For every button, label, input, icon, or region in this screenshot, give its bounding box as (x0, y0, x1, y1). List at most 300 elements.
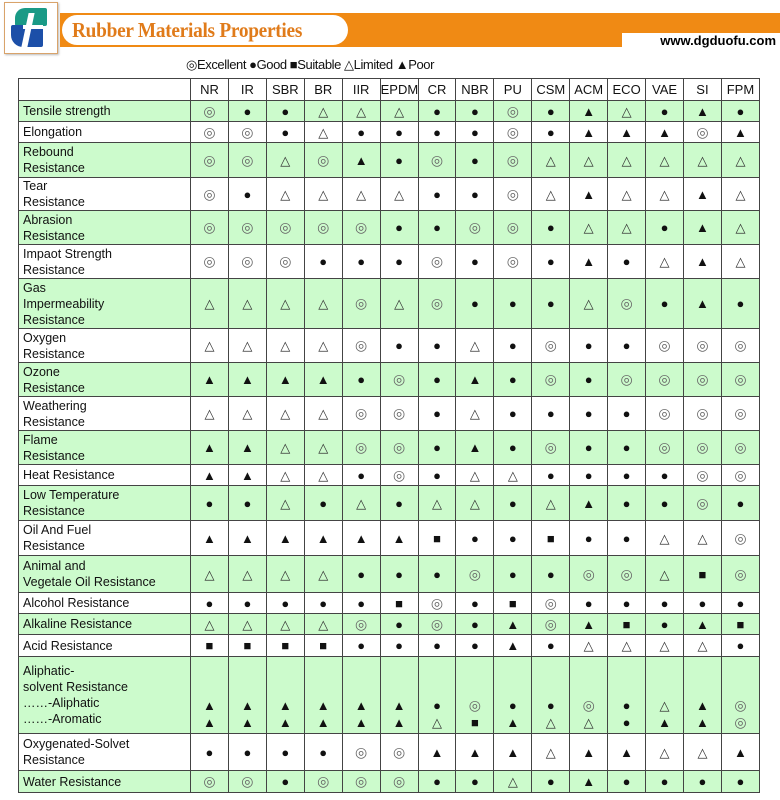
rating-symbol: ● (470, 124, 479, 140)
column-header-acm: ACM (570, 79, 608, 101)
rating-symbol: ▲ (696, 186, 709, 202)
rating-cell-br (304, 211, 342, 245)
rating-symbol: ◎ (317, 151, 330, 168)
rating-symbol: ● (357, 638, 366, 653)
column-header-cr: CR (418, 79, 456, 101)
rating-cell-csm (532, 614, 570, 635)
legend-symbol-limited: △ (344, 57, 354, 72)
rating-cell-vae (646, 521, 684, 556)
rating-cell-ir (228, 771, 266, 793)
rating-symbol-aromatic: ● (622, 715, 631, 730)
rating-cell-fpm (721, 178, 759, 211)
rating-cell-cr (418, 614, 456, 635)
rating-cell-nbr (456, 329, 494, 363)
rating-cell-cr (418, 178, 456, 211)
rating-symbol: ◎ (241, 123, 254, 140)
rating-cell-br (304, 122, 342, 143)
table-row (19, 279, 760, 329)
company-logo (4, 2, 58, 54)
rating-symbol: ▲ (582, 744, 596, 760)
rating-symbol: ◎ (355, 743, 368, 760)
rating-cell-ir (228, 556, 266, 593)
rating-cell-nr (191, 556, 229, 593)
rating-symbol: ● (736, 774, 745, 789)
rating-symbol: △ (469, 406, 480, 421)
rating-cell-eco (608, 556, 646, 593)
rating-symbol: ● (698, 774, 707, 789)
rating-cell-cr (418, 771, 456, 793)
rating-symbol: ◎ (355, 219, 368, 235)
rating-symbol: △ (242, 566, 253, 582)
rating-symbol: △ (659, 186, 670, 202)
rating-symbol: △ (545, 744, 556, 760)
rating-cell-fpm (721, 657, 759, 734)
rating-cell-iir (342, 245, 380, 279)
rating-cell-fpm (721, 279, 759, 329)
rating-symbol: △ (204, 566, 215, 582)
rating-symbol: ● (470, 530, 479, 546)
rating-symbol: ■ (205, 638, 214, 653)
rating-cell-cr (418, 657, 456, 734)
rating-cell-fpm (721, 614, 759, 635)
rating-cell-si (683, 614, 721, 635)
rating-cell-ir (228, 635, 266, 657)
rating-symbol: ◎ (696, 466, 709, 483)
rating-symbol: ◎ (355, 615, 368, 632)
rating-symbol: ◎ (430, 295, 444, 311)
rating-cell-vae (646, 101, 684, 122)
table-row (19, 211, 760, 245)
rating-symbol: ● (622, 530, 631, 546)
table-row (19, 734, 760, 771)
row-label: Low Temperature Resistance (19, 486, 191, 521)
column-header-iir: IIR (342, 79, 380, 101)
rating-symbol: ● (470, 296, 479, 311)
rating-symbol-aromatic: ▲ (203, 715, 216, 730)
rating-cell-pu (494, 556, 532, 593)
rating-symbol: △ (621, 638, 632, 653)
rating-symbol: ● (281, 103, 290, 119)
column-header-fpm: FPM (721, 79, 759, 101)
rating-cell-br (304, 245, 342, 279)
rating-cell-nr (191, 329, 229, 363)
rating-cell-sbr (266, 521, 304, 556)
rating-cell-fpm (721, 521, 759, 556)
rating-symbol: ● (433, 338, 441, 353)
rating-symbol: △ (621, 220, 632, 235)
rating-cell-iir (342, 635, 380, 657)
legend-symbol-excellent: ◎ (186, 57, 197, 72)
rating-cell-nbr (456, 593, 494, 614)
rating-symbol: ◎ (241, 151, 254, 168)
rating-symbol: ● (508, 296, 517, 311)
rating-symbol: ● (470, 638, 479, 653)
rating-symbol: △ (583, 152, 594, 168)
rating-symbol: ◎ (241, 219, 254, 235)
rating-symbol-aromatic: ▲ (392, 715, 406, 730)
rating-symbol: ● (243, 103, 252, 119)
rating-cell-acm (570, 245, 608, 279)
rating-symbol: ● (205, 744, 214, 760)
rating-cell-vae (646, 178, 684, 211)
rating-symbol: ● (546, 296, 555, 311)
rating-symbol: ● (395, 254, 403, 269)
rating-symbol: ◎ (203, 253, 216, 269)
rating-symbol: ◎ (392, 466, 406, 483)
rating-symbol: ● (508, 338, 517, 353)
website-url: www.dgduofu.com (622, 33, 780, 49)
row-label: Alkaline Resistance (19, 614, 191, 635)
rating-cell-cr (418, 593, 456, 614)
table-row (19, 521, 760, 556)
rating-symbol: △ (242, 338, 253, 353)
rating-symbol: △ (318, 616, 329, 632)
rating-cell-si (683, 143, 721, 178)
rating-symbol: ▲ (430, 744, 444, 760)
rating-cell-nr (191, 143, 229, 178)
rating-symbol: ◎ (392, 371, 406, 387)
rating-cell-vae (646, 122, 684, 143)
rating-symbol-aromatic: ◎ (734, 714, 747, 730)
table-row (19, 465, 760, 486)
rating-symbol: ● (395, 124, 403, 140)
rating-symbol: ▲ (696, 296, 709, 311)
rating-cell-acm (570, 556, 608, 593)
rating-symbol: ● (622, 595, 631, 611)
rating-cell-fpm (721, 101, 759, 122)
rating-symbol: ◎ (203, 102, 216, 119)
rating-cell-si (683, 431, 721, 465)
table-header-row (19, 79, 760, 101)
rating-cell-iir (342, 593, 380, 614)
rating-cell-nbr (456, 635, 494, 657)
rating-cell-vae (646, 363, 684, 397)
rating-symbol: ▲ (696, 254, 709, 269)
rating-cell-nr (191, 614, 229, 635)
rating-symbol: ● (281, 124, 290, 140)
rating-cell-csm (532, 363, 570, 397)
rating-cell-nr (191, 486, 229, 521)
rating-symbol: △ (204, 338, 215, 353)
rating-cell-eco (608, 431, 646, 465)
rating-symbol: ● (660, 467, 669, 483)
rating-cell-ir (228, 397, 266, 431)
rating-cell-sbr (266, 556, 304, 593)
row-label: Gas Impermeability Resistance (19, 279, 191, 329)
rating-symbol: ◎ (696, 494, 709, 511)
rating-cell-br (304, 178, 342, 211)
rating-symbol: ▲ (582, 124, 596, 140)
rating-symbol: ● (357, 467, 366, 483)
rating-cell-nbr (456, 211, 494, 245)
rating-symbol: ● (622, 774, 631, 789)
rating-symbol: ◎ (468, 219, 482, 235)
rating-cell-iir (342, 211, 380, 245)
rating-cell-nbr (456, 122, 494, 143)
rating-cell-iir (342, 329, 380, 363)
rating-symbol: △ (735, 152, 746, 168)
column-header-si: SI (683, 79, 721, 101)
rating-symbol: ◎ (734, 439, 747, 455)
rating-symbol: △ (659, 698, 670, 713)
rating-symbol: ● (736, 638, 745, 653)
rating-cell-csm (532, 122, 570, 143)
rating-symbol: ◎ (696, 123, 709, 140)
rating-cell-sbr (266, 486, 304, 521)
rating-symbol: ▲ (354, 698, 368, 713)
rating-symbol: △ (583, 220, 594, 235)
rating-cell-csm (532, 101, 570, 122)
rating-cell-sbr (266, 397, 304, 431)
rating-cell-fpm (721, 734, 759, 771)
rating-symbol: ● (433, 566, 441, 582)
rating-cell-nbr (456, 431, 494, 465)
rating-symbol: ▲ (240, 698, 254, 713)
rating-symbol: ● (546, 638, 555, 653)
table-row (19, 143, 760, 178)
rating-cell-nbr (456, 245, 494, 279)
rating-cell-nbr (456, 734, 494, 771)
rating-cell-cr (418, 143, 456, 178)
rating-symbol: ● (622, 698, 631, 713)
rating-cell-si (683, 363, 721, 397)
rating-symbol-aromatic: △ (583, 715, 594, 730)
rating-cell-si (683, 657, 721, 734)
rating-symbol: ● (660, 220, 669, 235)
rating-cell-fpm (721, 635, 759, 657)
rating-symbol: △ (280, 467, 291, 483)
rating-symbol: ● (546, 566, 555, 582)
rating-symbol: ▲ (392, 530, 406, 546)
rating-cell-ir (228, 657, 266, 734)
rating-symbol: △ (697, 152, 708, 168)
rating-symbol: ● (357, 372, 366, 387)
rating-symbol: ● (546, 220, 555, 235)
row-label: Tensile strength (19, 101, 191, 122)
rating-cell-eco (608, 635, 646, 657)
rating-cell-iir (342, 143, 380, 178)
rating-symbol: ▲ (203, 698, 216, 713)
rating-symbol: ◎ (506, 151, 519, 168)
rating-cell-ir (228, 329, 266, 363)
rating-symbol: ▲ (468, 440, 482, 455)
rating-symbol: ● (622, 338, 631, 353)
rating-symbol: △ (469, 495, 480, 511)
rating-cell-br (304, 635, 342, 657)
rating-cell-ir (228, 363, 266, 397)
rating-symbol-aromatic: ▲ (696, 715, 709, 730)
rating-cell-acm (570, 614, 608, 635)
rating-symbol: △ (621, 152, 632, 168)
rating-symbol: ● (470, 186, 479, 202)
rating-cell-ir (228, 734, 266, 771)
rating-cell-vae (646, 593, 684, 614)
rating-cell-sbr (266, 363, 304, 397)
rating-cell-vae (646, 556, 684, 593)
rating-symbol-aromatic: ▲ (316, 715, 330, 730)
table-row (19, 635, 760, 657)
rating-cell-si (683, 734, 721, 771)
rating-cell-acm (570, 465, 608, 486)
rating-cell-epdm (380, 465, 418, 486)
rating-cell-eco (608, 143, 646, 178)
rating-symbol: ● (660, 595, 669, 611)
rating-cell-si (683, 101, 721, 122)
rating-cell-cr (418, 122, 456, 143)
rating-cell-vae (646, 734, 684, 771)
rating-symbol: ● (470, 152, 479, 168)
rating-cell-epdm (380, 143, 418, 178)
rating-symbol: ● (508, 495, 517, 511)
rating-symbol: ▲ (506, 616, 520, 632)
legend-label-excellent: Excellent (196, 57, 247, 72)
rating-cell-acm (570, 734, 608, 771)
rating-cell-acm (570, 771, 608, 793)
rating-cell-eco (608, 465, 646, 486)
rating-cell-ir (228, 101, 266, 122)
rating-cell-br (304, 279, 342, 329)
rating-cell-fpm (721, 771, 759, 793)
rating-symbol: ◎ (658, 405, 671, 421)
rating-cell-csm (532, 771, 570, 793)
properties-table (18, 78, 760, 793)
rating-symbol: ◎ (506, 185, 519, 202)
rating-cell-vae (646, 245, 684, 279)
rating-cell-pu (494, 122, 532, 143)
column-header-br: BR (304, 79, 342, 101)
rating-symbol: ◎ (696, 371, 709, 387)
rating-symbol-aromatic: ▲ (658, 715, 671, 730)
rating-cell-epdm (380, 486, 418, 521)
rating-symbol: △ (242, 296, 253, 311)
rating-symbol: ◎ (506, 123, 519, 140)
rating-cell-br (304, 614, 342, 635)
rating-symbol: ▲ (203, 440, 216, 455)
rating-symbol: △ (318, 296, 329, 311)
rating-symbol: △ (318, 440, 329, 455)
rating-symbol: △ (621, 186, 632, 202)
rating-cell-nbr (456, 771, 494, 793)
rating-cell-nr (191, 245, 229, 279)
rating-symbol: ● (470, 103, 479, 119)
rating-cell-pu (494, 397, 532, 431)
rating-cell-pu (494, 245, 532, 279)
rating-cell-iir (342, 122, 380, 143)
rating-symbol: ◎ (355, 439, 368, 455)
rating-cell-si (683, 211, 721, 245)
rating-symbol: ● (433, 103, 441, 119)
table-row (19, 593, 760, 614)
rating-cell-iir (342, 556, 380, 593)
rating-cell-cr (418, 556, 456, 593)
rating-symbol: ● (470, 595, 479, 611)
rating-symbol: ▲ (468, 372, 482, 387)
rating-symbol: ● (243, 744, 252, 760)
rating-cell-sbr (266, 465, 304, 486)
rating-symbol: ● (584, 467, 593, 483)
rating-symbol: △ (204, 616, 215, 632)
rating-symbol: △ (469, 467, 480, 483)
rating-symbol: ◎ (620, 295, 633, 311)
rating-cell-eco (608, 245, 646, 279)
rating-cell-eco (608, 486, 646, 521)
rating-cell-nr (191, 465, 229, 486)
rating-symbol: ● (433, 220, 441, 235)
rating-symbol: ● (660, 296, 669, 311)
rating-cell-si (683, 771, 721, 793)
rating-cell-pu (494, 593, 532, 614)
rating-symbol: ● (433, 467, 441, 483)
rating-symbol: ◎ (241, 773, 254, 789)
rating-symbol: △ (697, 530, 708, 546)
rating-symbol: ● (319, 595, 328, 611)
rating-symbol: △ (280, 152, 291, 168)
rating-symbol: ● (357, 595, 366, 611)
rating-cell-cr (418, 486, 456, 521)
rating-symbol: ◎ (203, 123, 216, 140)
rating-symbol: ◎ (544, 337, 557, 353)
rating-symbol: △ (356, 103, 367, 119)
rating-cell-br (304, 657, 342, 734)
rating-cell-csm (532, 431, 570, 465)
rating-cell-acm (570, 178, 608, 211)
rating-cell-br (304, 101, 342, 122)
rating-cell-acm (570, 329, 608, 363)
rating-cell-eco (608, 614, 646, 635)
column-header-vae: VAE (646, 79, 684, 101)
rating-cell-epdm (380, 614, 418, 635)
rating-cell-epdm (380, 178, 418, 211)
rating-cell-nr (191, 101, 229, 122)
rating-cell-ir (228, 143, 266, 178)
rating-symbol: ● (205, 495, 214, 511)
rating-symbol: ▲ (582, 774, 596, 789)
rating-cell-br (304, 556, 342, 593)
rating-symbol: ■ (319, 638, 328, 653)
rating-cell-pu (494, 734, 532, 771)
rating-symbol-aromatic: ■ (470, 715, 479, 730)
rating-symbol: ● (622, 467, 631, 483)
rating-symbol: ▲ (506, 638, 520, 653)
table-row (19, 556, 760, 593)
rating-cell-pu (494, 465, 532, 486)
rating-symbol: ● (546, 103, 555, 119)
legend-symbol-suitable: ■ (289, 57, 298, 72)
rating-symbol: ● (508, 406, 517, 421)
table-row (19, 245, 760, 279)
rating-cell-fpm (721, 465, 759, 486)
rating-cell-cr (418, 211, 456, 245)
rating-cell-acm (570, 122, 608, 143)
rating-symbol: ◎ (582, 697, 595, 713)
rating-cell-fpm (721, 329, 759, 363)
rating-cell-cr (418, 635, 456, 657)
column-header-eco: ECO (608, 79, 646, 101)
rating-symbol: △ (394, 186, 405, 202)
rating-symbol: ● (281, 595, 290, 611)
table-row (19, 101, 760, 122)
rating-symbol: ● (508, 698, 517, 713)
rating-cell-eco (608, 178, 646, 211)
rating-symbol: ▲ (203, 530, 216, 546)
rating-symbol: △ (242, 406, 253, 421)
rating-symbol: ● (243, 595, 252, 611)
rating-symbol: ◎ (430, 253, 444, 269)
rating-symbol: ● (508, 440, 517, 455)
rating-cell-fpm (721, 431, 759, 465)
rating-symbol: ● (395, 338, 403, 353)
rating-cell-vae (646, 279, 684, 329)
